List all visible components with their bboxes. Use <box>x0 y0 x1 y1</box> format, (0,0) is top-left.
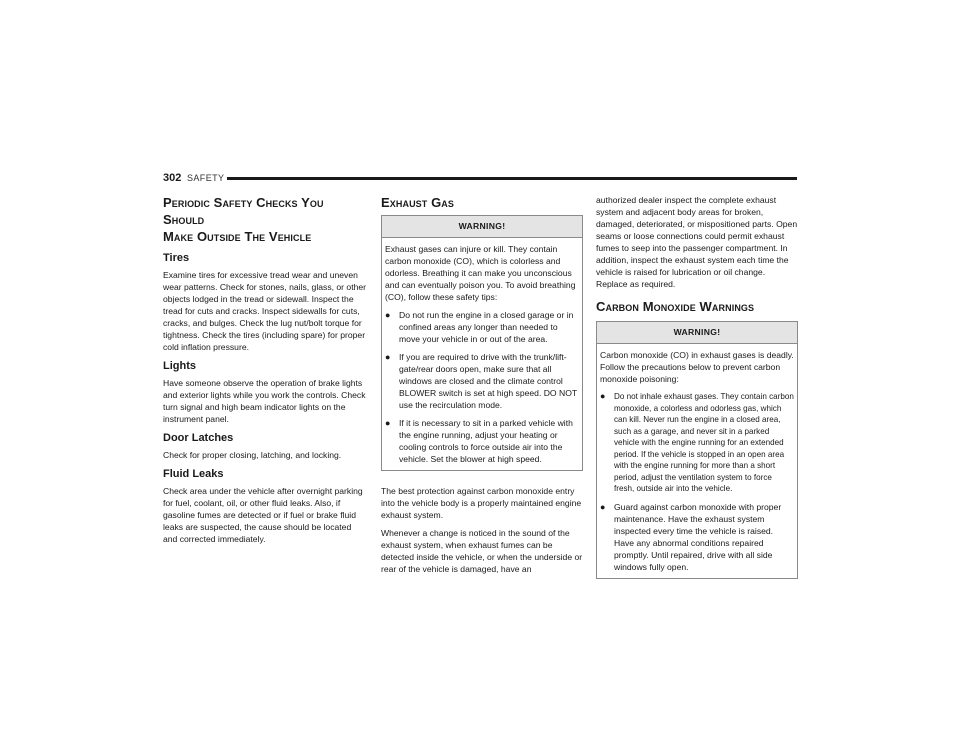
warning-bullet: ● If it is necessary to sit in a parked vehicle with the engine running, adjust your heating or cooling controls to force outside air into the vehicle. Set the blower at high speed. <box>385 418 573 464</box>
text-door-latches: Check for proper closing, latching, and locking. <box>163 450 342 460</box>
warning-bullet: ● Do not run the engine in a closed garage or in confined areas any longer than needed to move your vehicle in or out of the area. <box>385 310 574 344</box>
bullet-icon: ● <box>385 352 391 362</box>
title-line-1: Periodic Safety Checks You Should <box>163 195 324 227</box>
warning-bullet-list <box>385 309 579 465</box>
text-dealer-inspect: authorized dealer inspect the complete exhaust system and adjacent body areas for broken, damaged, deteriorated, or mispositioned parts. Open seams or loose connections could permit exhaust fumes to seep into the passenger compartment. In addition, inspect the exhaust system each time the vehicle is raised for lubrication or oil change. Replace as required. <box>596 195 798 289</box>
heading-tires: Tires <box>163 252 190 264</box>
text-fluid-leaks: Check area under the vehicle after overnight parking for fuel, coolant, oil, or other fluid leaks. Also, if gasoline fumes are detected or if fuel or brake fluid leaks are suspected, the cause should be located and corrected immediately. <box>163 486 363 544</box>
page-number: 302 <box>163 172 182 184</box>
column-right <box>596 194 798 579</box>
heading-fluid-leaks: Fluid Leaks <box>163 468 224 480</box>
warning-box-exhaust <box>381 215 583 471</box>
column-left <box>163 194 367 551</box>
header-rule <box>227 177 797 180</box>
warning-heading: WARNING! <box>382 216 582 238</box>
warning-bullet: ● If you are required to drive with the trunk/lift-gate/rear doors open, make sure that all windows are closed and the climate control BLOWER switch is set at high speed. DO NOT use the recirculation mode. <box>385 352 577 410</box>
heading-lights: Lights <box>163 360 196 372</box>
section-name: SAFETY <box>187 173 225 183</box>
text-exhaust-change: Whenever a change is noticed in the sound of the exhaust system, when exhaust fumes can be detected inside the vehicle, or when the underside or rear of the vehicle is damaged, have an <box>381 528 583 574</box>
warning-body <box>597 344 797 578</box>
warning-box-co <box>596 321 798 579</box>
warning-bullet: ● Do not inhale exhaust gases. They contain carbon monoxide, a colorless and odorless gas, which can kill. Never run the engine in a closed area, such as a garage, and never sit in a parked vehicle with the engine running for an extended period. If the vehicle is stopped in an open area with the engine running for more than a short period, adjust the ventilation system to force fresh, outside air into the vehicle. <box>600 391 794 493</box>
page-header <box>163 172 797 186</box>
section-title-periodic-checks <box>163 194 367 245</box>
bullet-icon: ● <box>600 501 606 512</box>
bullet-icon: ● <box>385 310 391 320</box>
warning-heading: WARNING! <box>597 322 797 344</box>
title-line-2: Make Outside The Vehicle <box>163 229 312 244</box>
text-lights: Have someone observe the operation of brake lights and exterior lights while you work the controls. Check turn signal and high beam indicator lights on the instrument panel. <box>163 378 366 424</box>
warning-bullet: ● Guard against carbon monoxide with proper maintenance. Have the exhaust system inspected every time the vehicle is raised. Have any abnormal conditions repaired promptly. Until repaired, drive with all side windows fully open. <box>600 501 782 572</box>
text-exhaust-protection: The best protection against carbon monoxide entry into the vehicle body is a properly maintained engine exhaust system. <box>381 486 582 520</box>
section-title-exhaust-gas: Exhaust Gas <box>381 195 454 210</box>
text-tires: Examine tires for excessive tread wear and uneven wear patterns. Check for stones, nails, glass, or other objects lodged in the tread or sidewall. Inspect the tread for cuts and cracks. Inspect sidewalls for cuts, cracks, and bulges. Check the lug nut/bolt torque for tightness. Check the tires (including spare) for proper cold inflation pressure. <box>163 270 367 352</box>
heading-door-latches: Door Latches <box>163 432 234 444</box>
warning-intro: Exhaust gases can injure or kill. They contain carbon monoxide (CO), which is colorless and odorless. Breathing it can make you unconscious and can eventually poison you. To avoid breathing (CO), follow these safety tips: <box>385 244 576 302</box>
warning-body <box>382 238 582 470</box>
bullet-icon: ● <box>385 418 391 428</box>
section-title-co-warnings: Carbon Monoxide Warnings <box>596 299 755 314</box>
column-middle <box>381 194 583 581</box>
warning-intro: Carbon monoxide (CO) in exhaust gases is deadly. Follow the precautions below to prevent carbon monoxide poisoning: <box>600 350 794 384</box>
warning-bullet-list <box>600 391 794 573</box>
bullet-icon: ● <box>600 391 606 401</box>
